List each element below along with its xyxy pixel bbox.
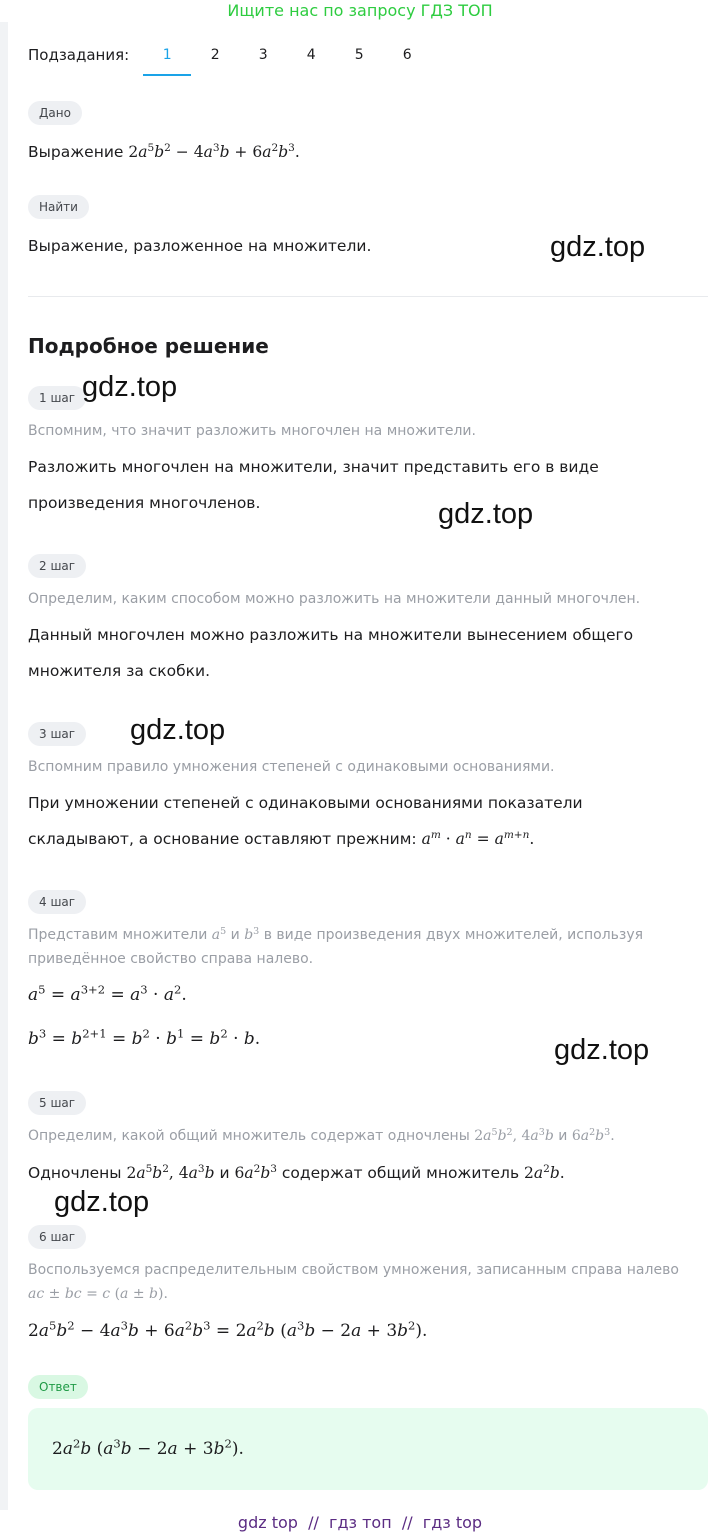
tab-subtask-1[interactable]: 1 (143, 40, 191, 76)
step-2-badge: 2 шаг (28, 554, 86, 578)
given-badge: Дано (28, 101, 82, 125)
tab-subtask-3[interactable]: 3 (258, 47, 268, 63)
step-4-hint-line-1 (28, 925, 643, 945)
watermark-2: gdz.top (82, 371, 178, 403)
watermark-1: gdz.top (550, 231, 646, 263)
step-5-monomial-last: $6a^2b^3$ (234, 1163, 277, 1182)
find-text: Выражение, разложенное на множители. (28, 237, 372, 255)
step-3-hint: Вспомним правило умножения степеней с одинаковыми основаниями. (28, 759, 555, 775)
footer-links[interactable]: gdz top // гдз топ // гдз top (237, 1513, 483, 1532)
step-6-hint: Воспользуемся распределительным свойством умножения, записанным справа налево (28, 1262, 679, 1278)
solution-title: Подробное решение (28, 334, 269, 358)
step-5-hint-last: $6a^2b^3$. (571, 1126, 615, 1144)
tab-subtask-4[interactable]: 4 (306, 47, 316, 63)
step-5-text (28, 1163, 565, 1183)
tab-subtask-6[interactable]: 6 (402, 47, 412, 63)
step-5-hint-text: Определим, какой общий множитель содержат одночлены (28, 1128, 470, 1144)
step-5-monomials: $2a^5b^2$, $4a^3b$ (126, 1163, 215, 1182)
step-5-text-b: содержат общий множитель (281, 1164, 520, 1182)
step-5-text-a: Одночлены (28, 1164, 122, 1182)
answer-box (28, 1408, 708, 1490)
step-2-line-1: Данный многочлен можно разложить на множители вынесением общего (28, 626, 634, 644)
step-1-line-2: произведения многочленов. (28, 494, 261, 512)
step-4-formula-a: $a^5 = a^{3+2} = a^3 \cdot a^2$. (28, 982, 187, 1005)
step-5-hint (28, 1126, 615, 1146)
tab-subtask-5[interactable]: 5 (354, 47, 364, 63)
given-label: Выражение (28, 143, 124, 161)
step-5-text-and: и (219, 1164, 230, 1182)
step-2-line-2: множителя за скобки. (28, 662, 211, 680)
step-4-formula-b: $b^3 = b^{2+1} = b^2 \cdot b^1 = b^2 \cdot b$. (28, 1026, 261, 1049)
left-rule (0, 22, 8, 1510)
step-6-badge: 6 шаг (28, 1225, 86, 1249)
step-2-hint: Определим, каким способом можно разложить на множители данный многочлен. (28, 591, 641, 607)
step-5-hint-monomials: $2a^5b^2$, $4a^3b$ (474, 1126, 554, 1144)
power-rule-formula: $a^m \cdot a^n = a^{m+n}$. (421, 829, 535, 848)
watermark-3: gdz.top (438, 498, 534, 530)
step-1-badge: 1 шаг (28, 386, 86, 410)
step-1-line-1: Разложить многочлен на множители, значит представить его в виде (28, 458, 599, 476)
step-5-badge: 5 шаг (28, 1091, 86, 1115)
step-3-line-2 (28, 829, 534, 849)
step-6-factorization: $2a^5b^2 - 4a^3b + 6a^2b^3 = 2a^2b$ $(a^3b - 2a + 3b^2)$. (28, 1318, 428, 1341)
step-4-hint-a5: $a^5$ (211, 925, 227, 943)
subtasks-bar (28, 40, 431, 76)
find-badge: Найти (28, 195, 89, 219)
step-5-hint-and: и (558, 1128, 568, 1144)
answer-badge: Ответ (28, 1375, 88, 1399)
search-banner: Ищите нас по запросу ГДЗ ТОП (227, 1, 493, 20)
step-4-badge: 4 шаг (28, 890, 86, 914)
step-5-common-factor: $2a^2b$. (524, 1163, 565, 1182)
step-1-hint: Вспомним, что значит разложить многочлен на множители. (28, 423, 476, 439)
step-4-hint-line-2: приведённое свойство справа налево. (28, 951, 314, 967)
step-3-badge: 3 шаг (28, 722, 86, 746)
section-divider (28, 296, 708, 297)
answer-expression: $2a^2b$ $(a^3b - 2a + 3b^2)$. (52, 1436, 244, 1459)
step-4-hint-b3: $b^3$ (244, 925, 260, 943)
watermark-4: gdz.top (130, 714, 226, 746)
watermark-5: gdz.top (554, 1034, 650, 1066)
step-4-hint-and: и (230, 927, 240, 943)
step-3-line-2-text: складывают, а основание оставляют прежним: (28, 830, 417, 848)
subtasks-label: Подзадания: (28, 46, 130, 64)
step-4-hint-a: Представим множители (28, 927, 208, 943)
tab-subtask-2[interactable]: 2 (210, 47, 220, 63)
given-text (28, 142, 300, 162)
step-6-distributive-formula: ac ± bc = c (a ± b). (28, 1286, 168, 1302)
given-expression: $2a^5b^2 - 4a^3b + 6a^2b^3$. (128, 142, 300, 161)
watermark-6: gdz.top (54, 1186, 150, 1218)
step-3-line-1: При умножении степеней с одинаковыми основаниями показатели (28, 794, 583, 812)
step-4-hint-b: в виде произведения двух множителей, используя (263, 927, 644, 943)
